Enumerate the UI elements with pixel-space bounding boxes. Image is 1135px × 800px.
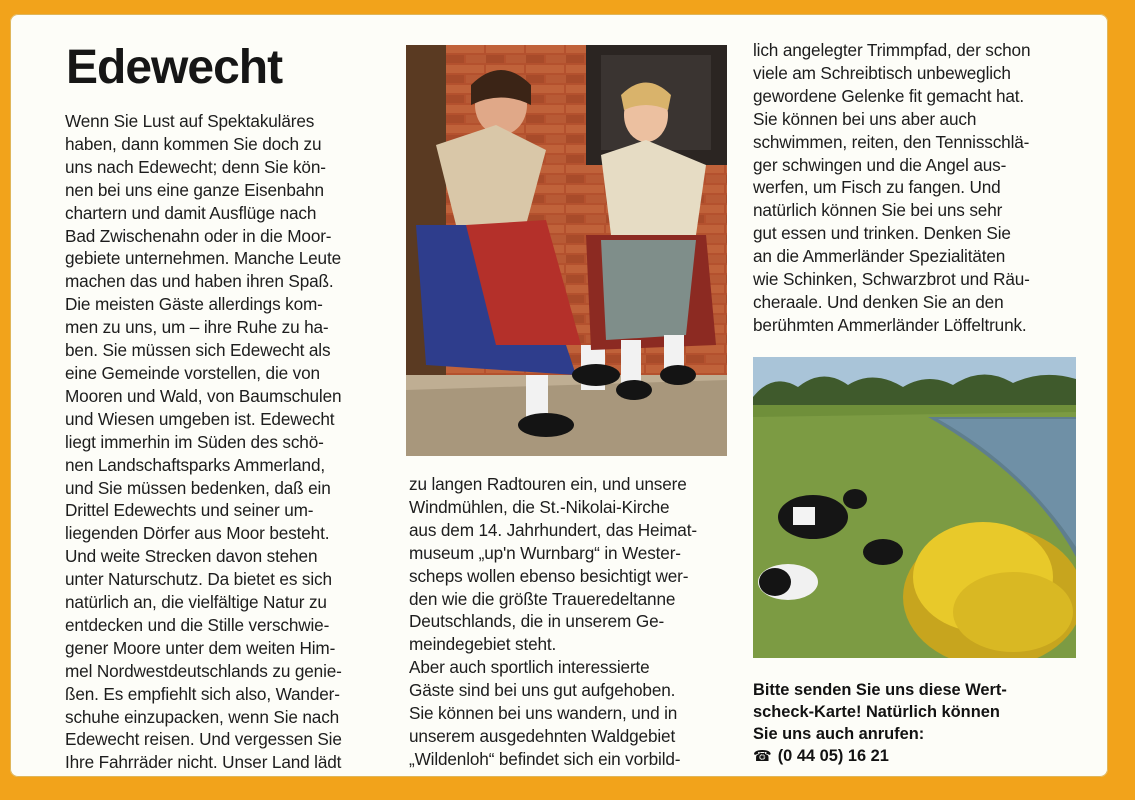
- telephone-icon: ☎: [753, 748, 772, 765]
- phone-number: (0 44 05) 16 21: [777, 747, 889, 765]
- phone-line: [753, 746, 889, 768]
- text-column-2: zu langen Radtouren ein, und unsere Windmühlen, die St.-Nikolai-Kirche aus dem 14. Jahrhundert, das Heimat- museum „up'n Wurnbarg“ in Wester- scheps wollen ebenso besichtigt wer- den wie die größte Traueredeltanne Deutschlands, die in unserem Ge- meindegebiet steht. Aber auch sportlich interessierte Gäste sind bei uns gut aufgehoben. Sie können bei uns wandern, und in unserem ausgedehnten Waldgebiet „Wildenloh“ befindet sich ein vorbild-: [409, 474, 697, 769]
- photo-cows-meadow: [753, 357, 1076, 658]
- call-to-action-text: Bitte senden Sie uns diese Wert- scheck-Karte! Natürlich können Sie uns auch anrufen:: [753, 681, 1007, 743]
- photo-women-in-costume: [406, 45, 727, 456]
- text-column-1: Wenn Sie Lust auf Spektakuläres haben, dann kommen Sie doch zu uns nach Edewecht; denn Sie kön- nen bei uns eine ganze Eisenbahn chartern und damit Ausflüge nach Bad Zwischenahn oder in die Moor- gebiete unternehmen. Manche Leute machen das und haben ihren Spaß. Die meisten Gäste allerdings kom- men zu uns, um – ihre Ruhe zu ha- ben. Sie müssen sich Edewecht als eine Gemeinde vorstellen, die von Mooren und Wald, von Baumschulen und Wiesen umgeben ist. Edewecht liegt immerhin im Süden des schö- nen Landschaftsparks Ammerland, und Sie müssen bedenken, daß ein Drittel Edewechts und seiner um- liegenden Dörfer aus Moor besteht. Und weite Strecken davon stehen unter Naturschutz. Da bietet es sich natürlich an, die vielfältige Natur zu entdecken und die Stille verschwie- gener Moore unter dem weiten Him- mel Nordwestdeutschlands zu genie- ßen. Es empfiehlt sich also, Wander- schuhe einzupacken, wenn Sie nach Edewecht reisen. Und vergessen Sie Ihre Fahrräder nicht. Unser Land lädt: [65, 111, 342, 773]
- text-column-3: lich angelegter Trimmpfad, der schon viele am Schreibtisch unbeweglich gewordene Gelenke fit gemacht hat. Sie können bei uns aber auch schwimmen, reiten, den Tennisschlä- ger schwingen und die Angel aus- werfen, um Fisch zu fangen. Und natürlich können Sie bei uns sehr gut essen und trinken. Denken Sie an die Ammerländer Spezialitäten wie Schinken, Schwarzbrot und Räu- cheraale. Und denken Sie an den berühmten Ammerländer Löffeltrunk.: [753, 40, 1031, 335]
- page-title: Edewecht: [66, 41, 283, 94]
